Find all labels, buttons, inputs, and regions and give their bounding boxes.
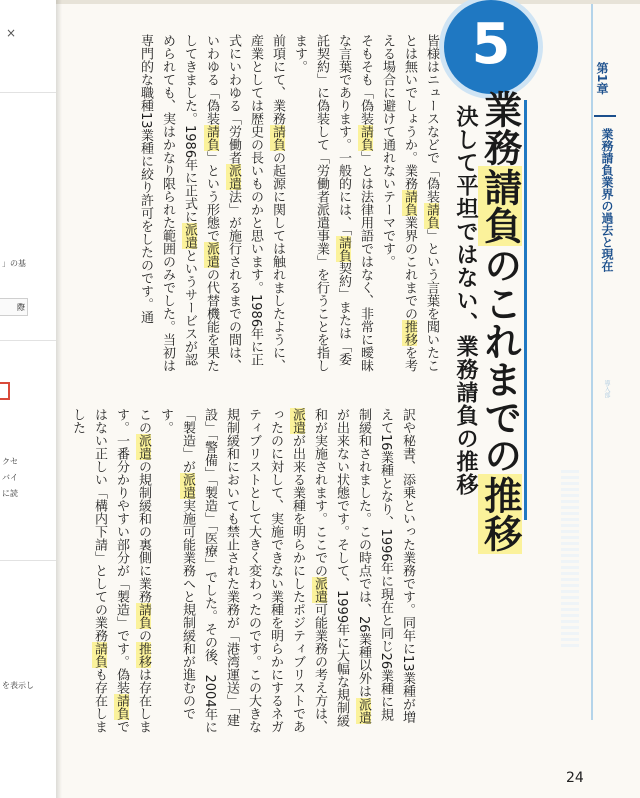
page-shadow: [56, 0, 62, 798]
browser-side-panel: [0, 0, 57, 798]
title-highlight: 請負: [477, 168, 522, 244]
highlight: 派遣: [356, 697, 371, 724]
highlight: 派遣: [204, 242, 219, 268]
section-title: [478, 90, 520, 554]
highlight: 派遣: [312, 577, 327, 603]
highlight: 派遣: [180, 473, 195, 499]
faint-marker: 導入部: [603, 380, 610, 398]
sidebar-snippet: 」の基: [2, 259, 26, 268]
highlight: 請負: [424, 203, 439, 229]
highlight: 請負: [114, 694, 129, 720]
text: が出来る業種を明らかにしたポジティブリストであったのに対して、実施できない業種を明らかにするネガティブリストとして大きく変わったのです。この大きな規制緩和においても禁止された業務が「港湾運送」「建設」「警備」「製造」「医療」でした。その後、2004年に「製造」が: [180, 408, 305, 734]
text: も存在しました: [70, 408, 107, 733]
text: 」という言葉を聞いたことは無いでしょうか。業務: [402, 34, 439, 372]
book-page: [56, 0, 640, 798]
page-number: 24: [566, 770, 584, 786]
highlight: 派遣: [290, 408, 305, 434]
text: 訳や秘書、添乗といった業務です。同年に13業種が増えて16業種となり、1996年に現在と同じ26業種に規制緩和されました。この時点では、26業種以外は: [356, 408, 415, 724]
bookmark-icon[interactable]: [0, 382, 10, 400]
highlight: 請負: [270, 125, 285, 151]
text: この: [136, 408, 151, 434]
title-highlight: 推移: [477, 476, 522, 552]
highlight: 請負: [136, 603, 151, 629]
sidebar-snippet: クセ: [2, 457, 18, 466]
highlight: 請負: [358, 125, 373, 151]
text: 業界のこれまでの: [402, 216, 417, 320]
text: そもそも「偽装: [358, 34, 373, 125]
text: 皆様はニュースなどで「偽装: [424, 34, 439, 203]
close-icon[interactable]: ×: [6, 26, 17, 40]
sidebar-button[interactable]: [0, 298, 28, 316]
text: の規制緩和の裏側に業務: [136, 460, 151, 603]
highlight: 請負: [92, 642, 107, 668]
body-column-bottom: [70, 408, 418, 734]
text: を考える場合に避けて通れないテーマです。: [380, 34, 417, 372]
divider: [0, 560, 56, 561]
page-top-band: [56, 0, 640, 4]
sidebar-snippet: に読: [2, 489, 18, 498]
text: 法」が施行されるまでの間は、いわゆる「偽装: [204, 34, 241, 372]
divider: [0, 92, 56, 93]
text: の: [136, 629, 151, 642]
chapter-label: 第1章: [595, 62, 609, 95]
sidebar-snippet: バイ: [2, 473, 18, 482]
text: の代替機能を果たしてきました。1986年に正式に: [182, 34, 219, 372]
highlight: 請負: [204, 125, 219, 151]
sidebar-snippet: を表示し: [2, 681, 34, 690]
body-column-top: [86, 34, 442, 372]
title-rule: [524, 100, 527, 520]
highlight: 派遣: [226, 164, 241, 190]
section-subtitle: 決して平坦ではない、業務請負の推移: [453, 105, 478, 496]
highlight: 請負: [336, 235, 351, 262]
highlight: 請負: [402, 190, 417, 216]
text: が出来ない状態です。そして、1999年に大幅な規制緩和が実施されます。ここでの: [312, 408, 349, 728]
text: 」とは法律用語ではなく、非常に曖昧な言葉であります。一般的には、「: [336, 34, 373, 372]
title-part: のこれまでの: [477, 246, 522, 474]
text: ではない正しい「構内下請」としての業務: [92, 408, 129, 733]
text: 前項にて、業務: [270, 34, 285, 125]
text: の起源に関しては触れましたように、産業としては歴史の長いものかと思います。1986年に正式にいわゆる「労働者: [226, 34, 285, 372]
chapter-side-rule: [591, 4, 593, 720]
highlight: 推移: [402, 320, 417, 346]
text: 契約」または「委託契約」に偽装して「労働者派遣事業」を行うことを指します。: [292, 34, 351, 372]
highlight: 派遣: [182, 223, 197, 250]
text: 」という形態で: [204, 151, 219, 242]
text: 実施可能業務へと規制緩和が進むのです。: [158, 408, 195, 720]
chapter-subtitle: 業務請負業界の過去と現在: [600, 128, 614, 272]
highlight: 派遣: [136, 434, 151, 460]
text: 可能業務の考え方は、: [312, 603, 327, 733]
title-part: 業務: [477, 90, 522, 166]
text: というサービスが認められても、実はかなり限られた範囲のみでした。当初は専門的な職種13業種に絞り許可をしたのです。通: [138, 34, 197, 372]
chapter-tick: [594, 115, 616, 117]
faint-band: [561, 470, 579, 650]
text: は存在します。一番分かりやすい部分が「製造」です。偽装: [114, 408, 151, 733]
divider: [0, 340, 56, 341]
section-number-badge: 5: [444, 0, 538, 94]
sidebar-button-label: 際: [17, 303, 25, 312]
highlight: 推移: [136, 642, 151, 668]
